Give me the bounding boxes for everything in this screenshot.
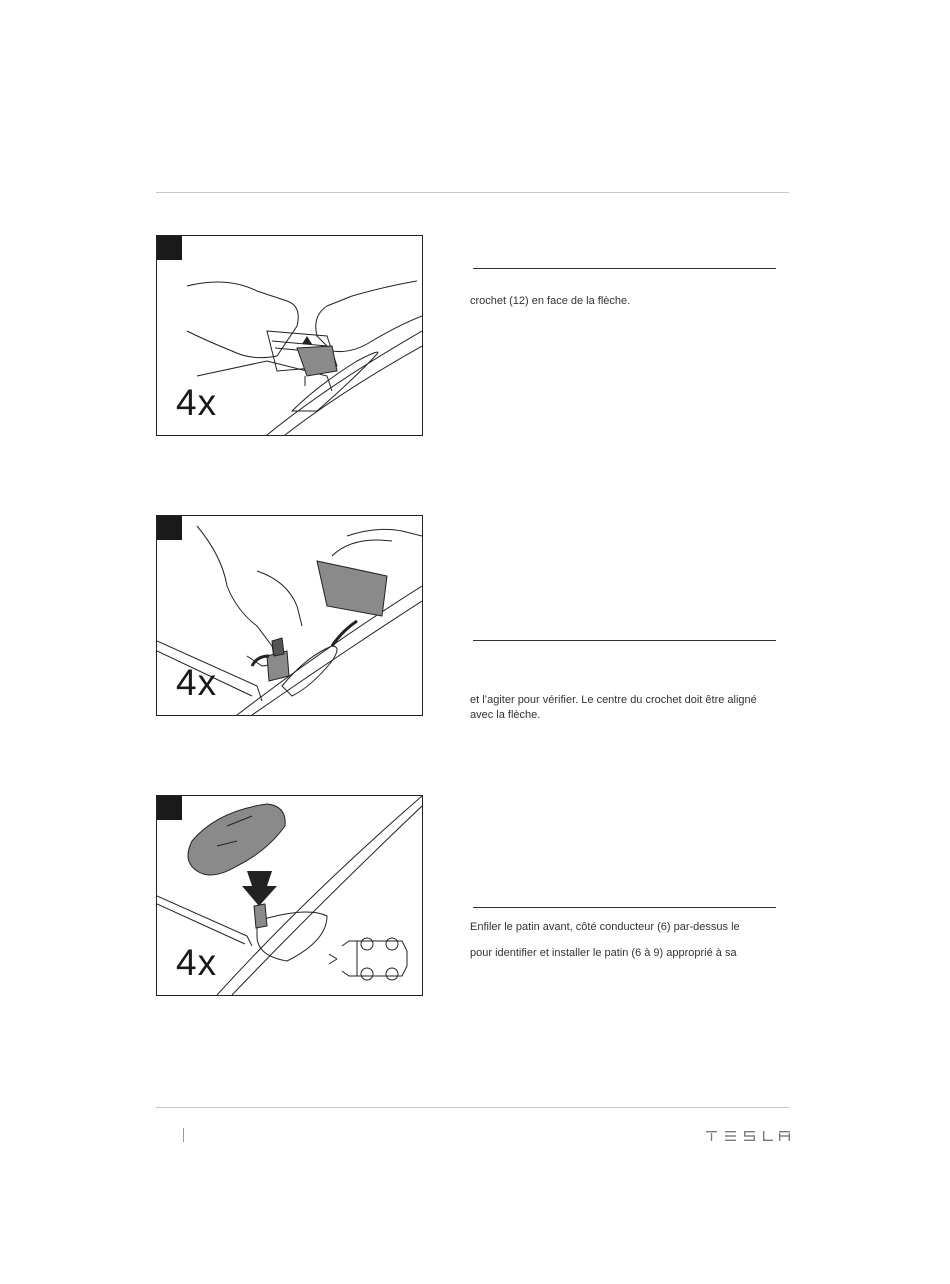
- section-rule-step-2: [473, 640, 776, 641]
- figure-step-2: [156, 515, 423, 716]
- figure-step-3: [156, 795, 423, 996]
- quantity-label: 4x: [176, 662, 218, 703]
- tesla-wordmark-icon: [706, 1131, 790, 1141]
- step-number-badge: [157, 516, 182, 540]
- header-rule: [156, 192, 789, 193]
- step-2-text: et l’agiter pour vérifier. Le centre du crochet doit être aligné avec la flèche.: [470, 694, 757, 721]
- step-number-badge: [157, 796, 182, 820]
- step-3-text-line-2: pour identifier et installer le patin (6 à 9) approprié à sa: [470, 947, 737, 959]
- section-rule-step-1: [473, 268, 776, 269]
- section-rule-step-3: [473, 907, 776, 908]
- step-1-text: crochet (12) en face de la flèche.: [470, 295, 631, 307]
- step-3-text-line-1: Enfiler le patin avant, côté conducteur (6) par-dessus le: [470, 921, 740, 933]
- step-number-badge: [157, 236, 182, 260]
- quantity-label: 4x: [176, 942, 218, 983]
- figure-step-1: [156, 235, 423, 436]
- quantity-label: 4x: [176, 382, 218, 423]
- footer-rule: [156, 1107, 789, 1108]
- footer-separator: [183, 1128, 184, 1142]
